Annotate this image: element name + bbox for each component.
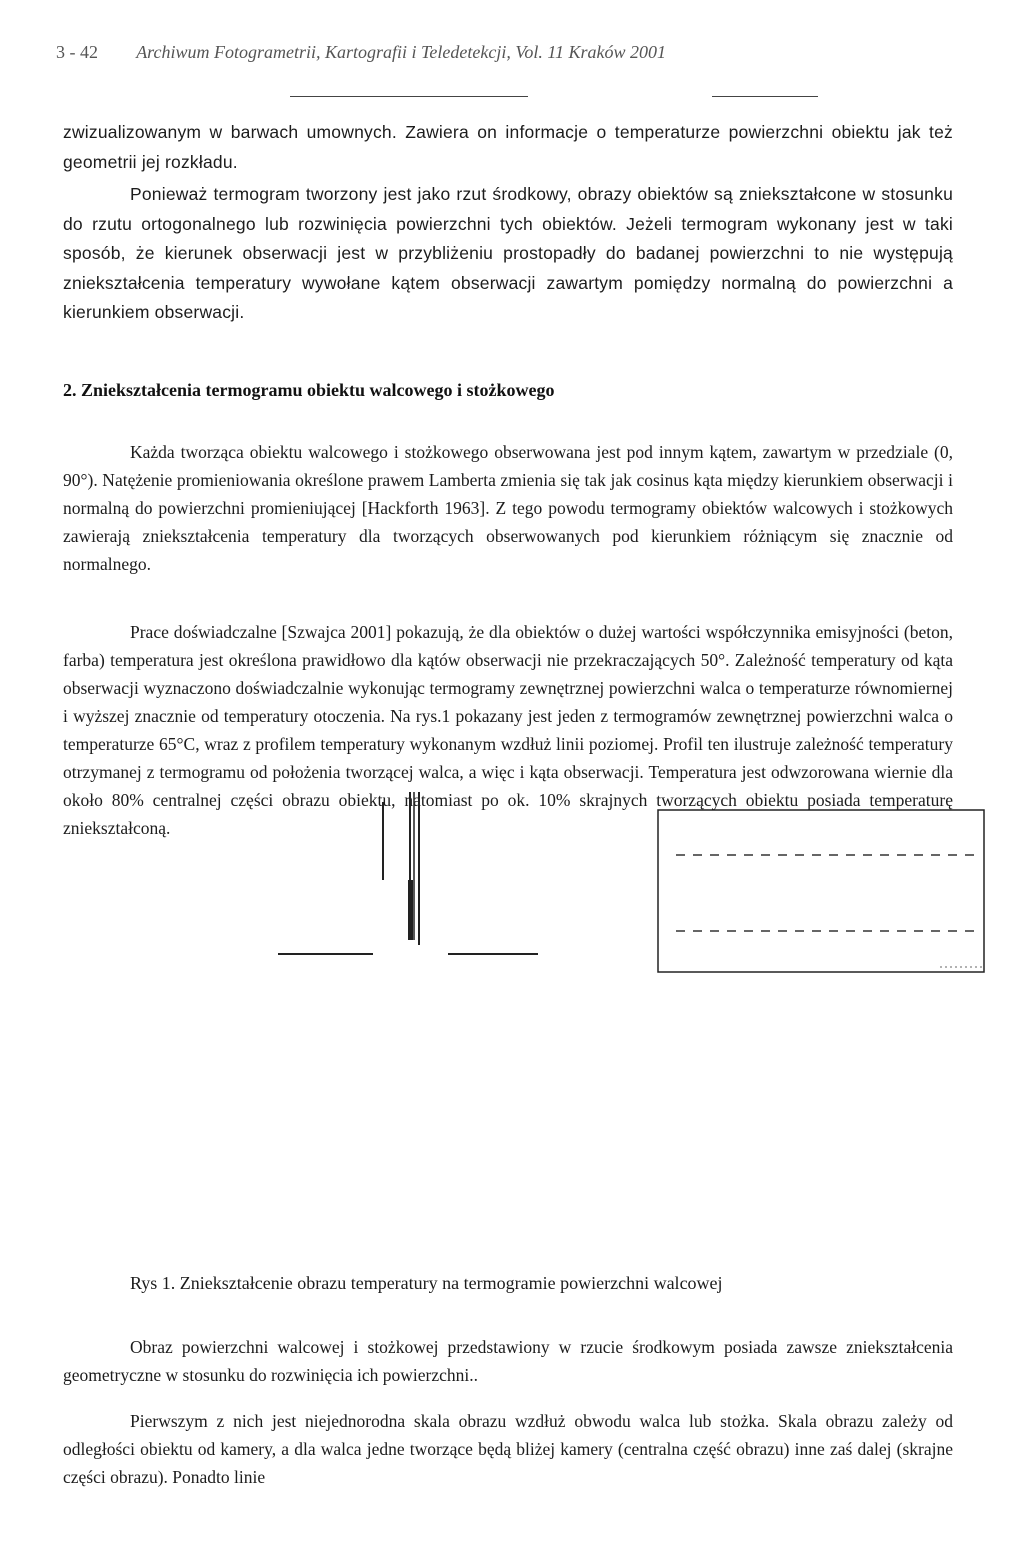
figure-caption: Rys 1. Zniekształcenie obrazu temperatury na termogramie powierzchni walcowej bbox=[130, 1273, 723, 1293]
section-paragraph-1-text: Każda tworząca obiektu walcowego i stożkowego obserwowana jest pod innym kątem, zawartym w przedziale (0, 90°). Natężenie promieniowania określone prawem Lamberta zmienia się tak jak cosinus kąta między kierunkiem obserwacji i normalną do powierzchni promieniującej [Hackforth 1963]. Z tego powodu termogramy obiektów walcowych i stożkowych zawierają zniekształcenia temperatury dla tworzących obserwowanych pod kierunkiem różniącym się znacznie od normalnego. bbox=[63, 442, 953, 574]
cylinder-shadow-band bbox=[408, 880, 413, 940]
profile-panel bbox=[658, 810, 984, 972]
section-heading: 2. Zniekształcenia termogramu obiektu walcowego i stożkowego bbox=[63, 380, 555, 400]
section-paragraph-2-text: Prace doświadczalne [Szwajca 2001] pokazują, że dla obiektów o dużej wartości współczynnika emisyjności (beton, farba) temperatura jest określona prawidłowo dla kątów obserwacji nie przekraczających 50°. Zależność temperatury od kąta obserwacji wyznaczono doświadczalnie wykonując termogramy zewnętrznej powierzchni walca o temperaturze równomiernej i wyższej znacznie od temperatury otoczenia. Na rys.1 pokazany jest jeden z termogramów zewnętrznej powierzchni walca o temperaturze 65°C, wraz z profilem temperatury wykonanym wzdłuż linii poziomej. Profil ten ilustruje zależność temperatury otrzymanej z termogramu od położenia tworzącej walca, a więc i kąta obserwacji. Temperatura jest odwzorowana wiernie dla około 80% centralnej części obrazu obiektu, natomiast po ok. 10% skrajnych tworzących obiektu posiada temperaturę zniekształconą. bbox=[63, 622, 953, 838]
final-paragraph-2 bbox=[63, 1407, 953, 1491]
final-paragraph-1-text: Obraz powierzchni walcowej i stożkowej przedstawiony w rzucie środkowym posiada zawsze zniekształcenia geometryczne w stosunku do rozwinięcia ich powierzchni.. bbox=[63, 1337, 953, 1385]
section-paragraph-1 bbox=[63, 438, 953, 578]
paragraph-2 bbox=[63, 180, 953, 328]
profile-frame bbox=[658, 810, 984, 972]
paragraph-1-text: zwizualizowanym w barwach umownych. Zawiera on informacje o temperaturze powierzchni obiektu jak też geometrii jej rozkładu. bbox=[63, 122, 953, 172]
final-paragraph-2-text: Pierwszym z nich jest niejednorodna skala obrazu wzdłuż obwodu walca lub stożka. Skala obrazu zależy od odległości obiektu od kamery, a dla walca jedne tworzące będą bliżej kamery (centralna część obrazu) inne zaś dalej (skrajne części obrazu). Ponadto linie bbox=[63, 1411, 953, 1487]
running-header bbox=[56, 42, 986, 63]
figure-thermogram bbox=[0, 740, 1024, 1180]
thermogram-panel bbox=[278, 792, 538, 954]
page-number: 3 - 42 bbox=[56, 42, 98, 62]
header-rule-right bbox=[712, 96, 818, 97]
header-rule-left bbox=[290, 96, 528, 97]
final-paragraph-1 bbox=[63, 1333, 953, 1389]
paragraph-2-text: Ponieważ termogram tworzony jest jako rzut środkowy, obrazy obiektów są zniekształcone w stosunku do rzutu ortogonalnego lub rozwinięcia powierzchni tych obiektów. Jeżeli termogram wykonany jest w taki sposób, że kierunek obserwacji jest w przybliżeniu prostopadły do badanej powierzchni to nie występują zniekształcenia temperatury wywołane kątem obserwacji zawartym pomiędzy normalną do powierzchni a kierunkiem obserwacji. bbox=[63, 184, 953, 322]
journal-title: Archiwum Fotogrametrii, Kartografii i Teledetekcji, Vol. 11 Kraków 2001 bbox=[136, 42, 667, 62]
paragraph-1 bbox=[63, 118, 953, 177]
